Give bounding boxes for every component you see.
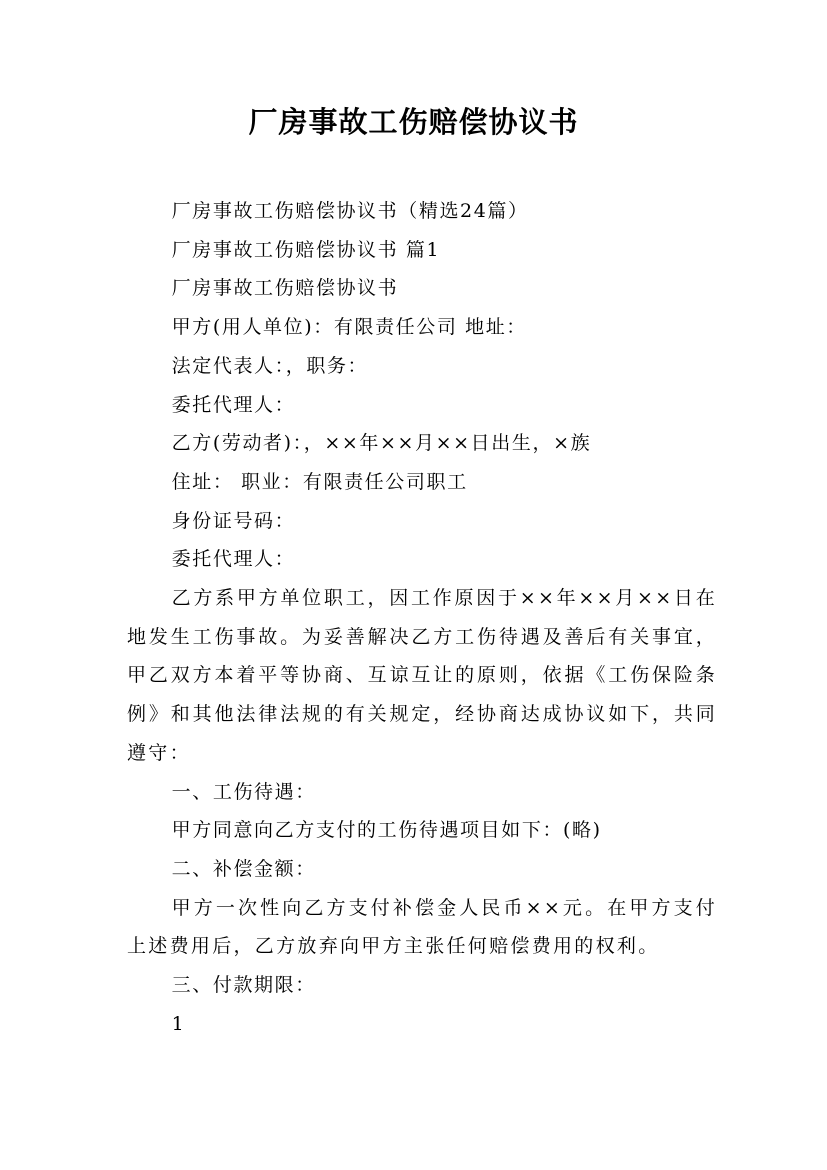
paragraph-id-number: 身份证号码： xyxy=(171,509,296,532)
paragraph-heading-payment-term: 三、付款期限： xyxy=(171,974,316,997)
paragraph-background: 乙方系甲方单位职工，因工作原因于××年××月××日在地发生工伤事故。为妥善解决乙方工伤待遇及善后有关事宜，甲乙双方本着平等协商、互谅互让的原则，依据《工伤保险条例》和其他法律法规的有关规定，经协商达成协议如下，共同遵守： xyxy=(127,587,717,764)
paragraph-party-b: 乙方(劳动者)：，××年××月××日出生，×族 xyxy=(171,432,592,455)
paragraph-heading-amount: 二、补偿金额： xyxy=(171,857,316,880)
paragraph-party-a: 甲方(用人单位)：有限责任公司 地址： xyxy=(171,316,527,339)
paragraph-heading-benefits: 一、工伤待遇： xyxy=(171,780,316,803)
paragraph-benefits: 甲方同意向乙方支付的工伤待遇项目如下：(略) xyxy=(171,819,602,842)
document-body xyxy=(127,192,717,1043)
document-title: 厂房事故工伤赔偿协议书 xyxy=(248,105,579,139)
paragraph-agent-b: 委托代理人： xyxy=(171,548,296,571)
paragraph-subtitle: 厂房事故工伤赔偿协议书（精选24篇） xyxy=(171,200,529,222)
paragraph-agreement-title: 厂房事故工伤赔偿协议书 xyxy=(171,277,399,300)
paragraph-agent-a: 委托代理人： xyxy=(171,393,296,416)
paragraph-amount: 甲方一次性向乙方支付补偿金人民币××元。在甲方支付上述费用后，乙方放弃向甲方主张任何赔偿费用的权利。 xyxy=(127,896,717,958)
paragraph-section-heading: 厂房事故工伤赔偿协议书 篇1 xyxy=(171,238,441,261)
paragraph-address-occupation: 住址： 职业：有限责任公司职工 xyxy=(171,470,468,493)
page-number: 1 xyxy=(171,1012,184,1035)
paragraph-legal-representative: 法定代表人：，职务： xyxy=(171,354,369,377)
